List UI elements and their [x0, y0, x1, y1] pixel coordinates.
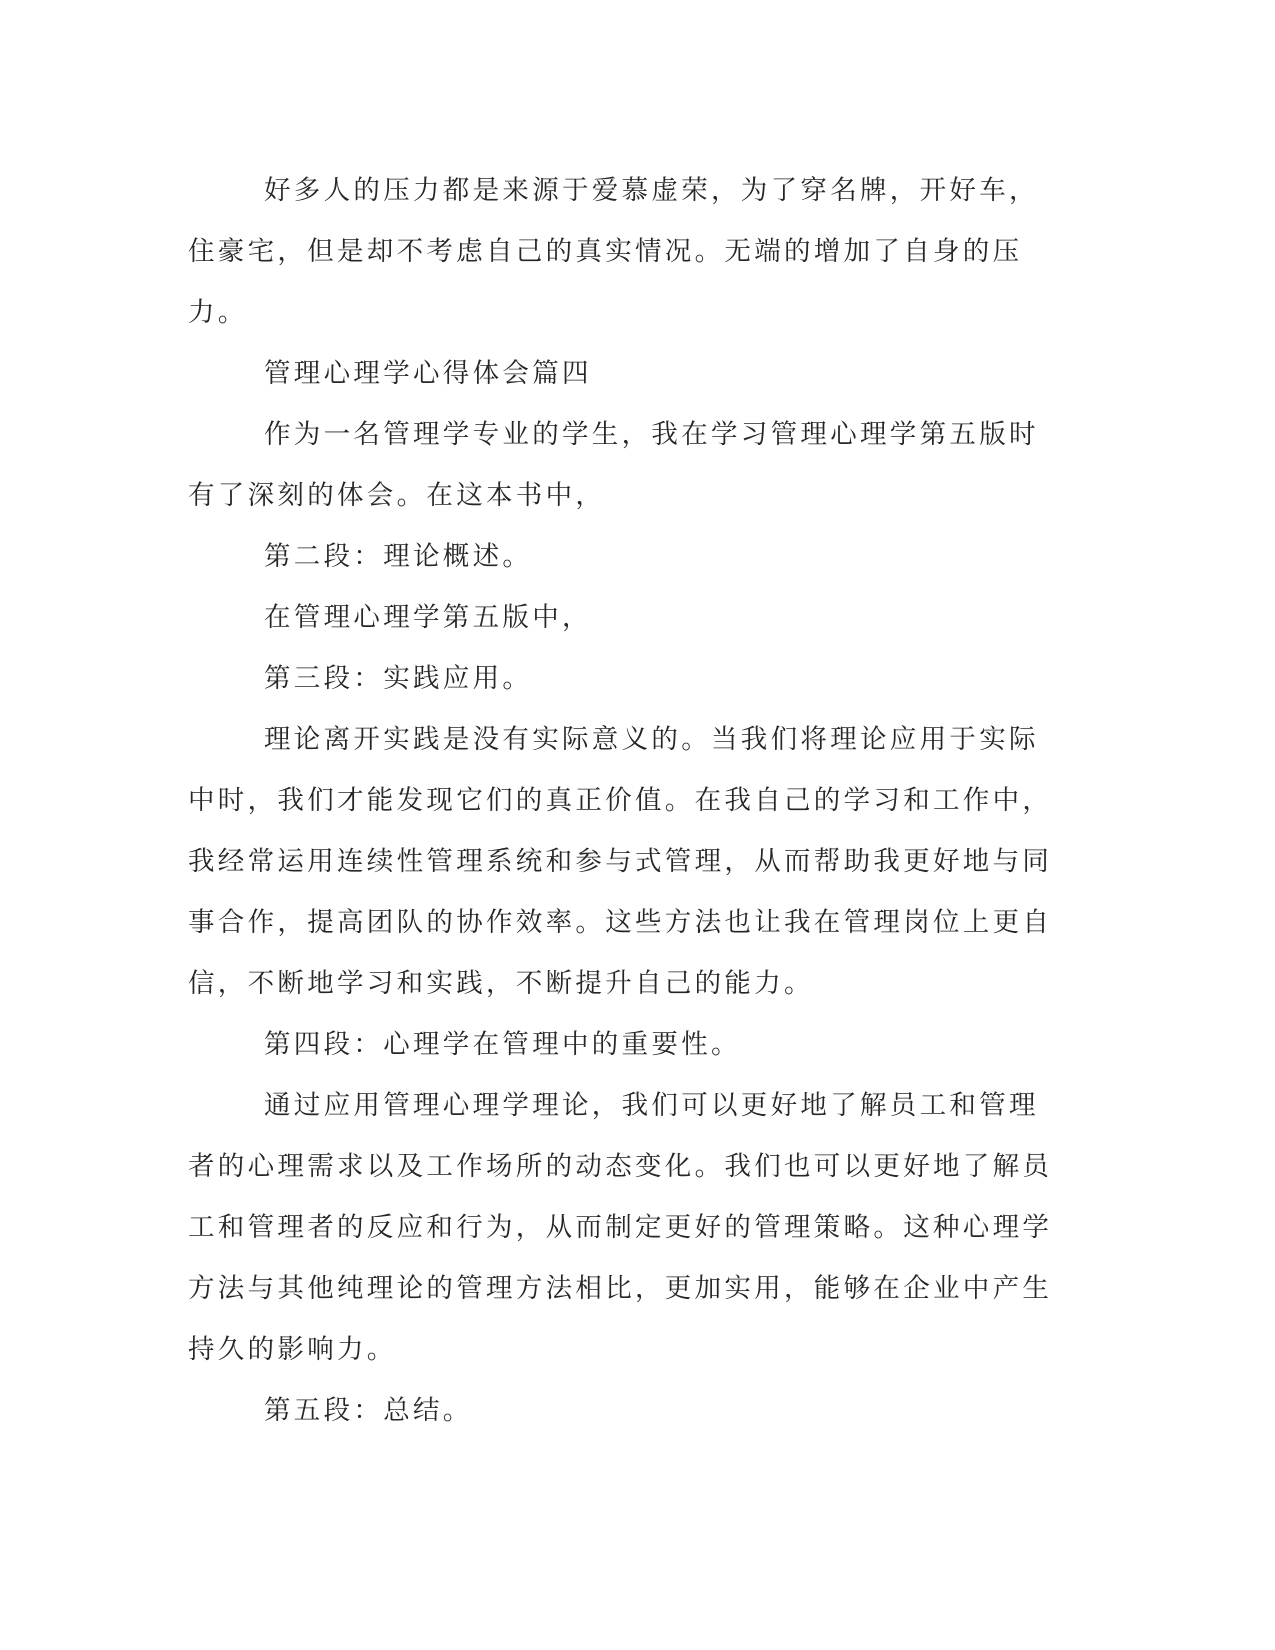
paragraph-intro: 作为一名管理学专业的学生，我在学习管理心理学第五版时有了深刻的体会。在这本书中，: [188, 419, 1039, 511]
section-label-practice: 第三段：实践应用。: [264, 663, 533, 694]
paragraph-practice: 理论离开实践是没有实际意义的。当我们将理论应用于实际中时，我们才能发现它们的真正价值。在我自己的学习和工作中，我经常运用连续性管理系统和参与式管理，从而帮助我更好地与同事合作，提高团队的协作效率。这些方法也让我在管理岗位上更自信，不断地学习和实践，不断提升自己的能力。: [188, 724, 1053, 999]
section-heading-part-four: 管理心理学心得体会篇四: [264, 358, 592, 389]
paragraph-theory: 在管理心理学第五版中，: [264, 602, 592, 633]
section-label-theory-overview: 第二段：理论概述。: [264, 541, 533, 572]
document-body: [188, 160, 1068, 1441]
section-label-summary: 第五段：总结。: [264, 1395, 473, 1426]
paragraph-vanity-pressure: 好多人的压力都是来源于爱慕虚荣，为了穿名牌，开好车，住豪宅，但是却不考虑自己的真实情况。无端的增加了自身的压力。: [188, 175, 1039, 328]
paragraph-importance: 通过应用管理心理学理论，我们可以更好地了解员工和管理者的心理需求以及工作场所的动态变化。我们也可以更好地了解员工和管理者的反应和行为，从而制定更好的管理策略。这种心理学方法与其他纯理论的管理方法相比，更加实用，能够在企业中产生持久的影响力。: [188, 1090, 1053, 1365]
section-label-importance: 第四段：心理学在管理中的重要性。: [264, 1029, 741, 1060]
